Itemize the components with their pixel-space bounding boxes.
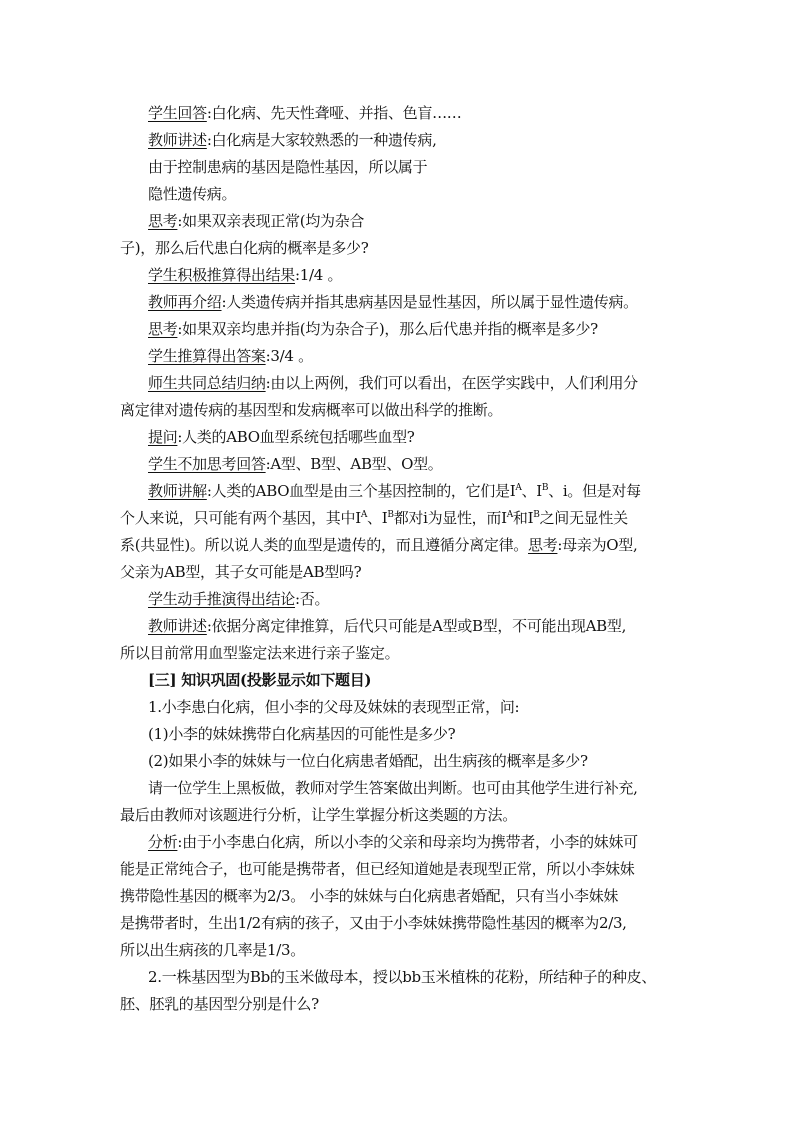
- paragraph-line: [120, 642, 399, 664]
- paragraph-line: [148, 480, 641, 502]
- line-text: :1/4 。: [295, 266, 343, 284]
- line-text: :由于小李患白化病，所以小李的父亲和母亲均为携带者，小李的妹妹可: [177, 833, 638, 851]
- line-text: 子)，那么后代患白化病的概率是多少?: [120, 239, 369, 257]
- line-text: 2.一株基因型为Bb的玉米做母本，授以bb玉米植株的花粉，所结种子的种皮、: [148, 968, 657, 986]
- line-text: 1.小李患白化病，但小李的父母及妹妹的表现型正常，问:: [148, 698, 520, 716]
- line-text: :3/4 。: [265, 347, 313, 365]
- line-text: :白化病、先天性聋哑、并指、色盲……: [206, 104, 462, 122]
- paragraph-line: [148, 291, 638, 313]
- paragraph-line: [148, 615, 626, 637]
- paragraph-line: [120, 885, 618, 907]
- speaker-label: 学生积极推算得出结果: [148, 266, 296, 284]
- speaker-label: 学生不加思考回答: [148, 455, 266, 473]
- line-text: 最后由教师对该题进行分析，让学生掌握分析这类题的方法。: [120, 806, 517, 824]
- line-text: 之间无显性关: [539, 509, 628, 527]
- paragraph-line: [148, 102, 461, 124]
- speaker-label: 学生推算得出答案: [148, 347, 266, 365]
- paragraph-line: [120, 804, 517, 826]
- line-text: 能是正常纯合子，也可能是携带者，但已经知道她是表现型正常，所以小李妹妹: [120, 860, 635, 878]
- line-text: :母亲为O型,: [557, 536, 638, 554]
- allele-superscript: A: [515, 483, 522, 493]
- line-text: 离定律对遗传病的基因型和发病概率可以做出科学的推断。: [120, 401, 503, 419]
- speaker-label: 教师再介绍: [148, 293, 222, 311]
- speaker-label: 教师讲述: [148, 617, 207, 635]
- paragraph-line: [120, 561, 361, 583]
- paragraph-line: [148, 453, 442, 475]
- paragraph-line: [148, 156, 427, 178]
- line-text: :人类的ABO血型系统包括哪些血型?: [177, 428, 415, 446]
- line-text: :如果双亲均患并指(均为杂合子)，那么后代患并指的概率是多少?: [177, 320, 598, 338]
- paragraph-line: [148, 129, 437, 151]
- question-line: [148, 966, 656, 988]
- allele-superscript: B: [387, 510, 394, 520]
- line-text: 隐性遗传病。: [148, 185, 237, 203]
- line-text: 请一位学生上黑板做，教师对学生答案做出判断。也可由其他学生进行补充,: [148, 779, 638, 797]
- paragraph-line: [120, 993, 319, 1015]
- speaker-label: 学生动手推演得出结论: [148, 590, 296, 608]
- paragraph-line: [148, 318, 598, 340]
- line-text: 父亲为AB型，其子女可能是AB型吗?: [120, 563, 362, 581]
- speaker-label: 教师讲解: [148, 482, 207, 500]
- line-text: :如果双亲表现正常(均为杂合: [177, 212, 365, 230]
- paragraph-line: [148, 183, 236, 205]
- line-text: 都对i为显性，而I: [393, 509, 507, 527]
- paragraph-line: [148, 345, 313, 367]
- line-text: 个人来说，只可能有两个基因，其中I: [120, 509, 361, 527]
- paragraph-line: [148, 372, 638, 394]
- paragraph-line: [148, 426, 415, 448]
- allele-superscript: B: [533, 510, 540, 520]
- line-text: 是携带者时，生出1/2有病的孩子，又由于小李妹妹携带隐性基因的概率为2/3,: [120, 914, 627, 932]
- line-text: 所以出生病孩的几率是1/3。: [120, 941, 305, 959]
- paragraph-line: [120, 534, 637, 556]
- line-text: :依据分离定律推算，后代只可能是A型或B型，不可能出现AB型,: [206, 617, 627, 635]
- speaker-label: 提问: [148, 428, 178, 446]
- paragraph-line: [148, 777, 638, 799]
- section-heading-text: [三] 知识巩固(投影显示如下题目): [148, 671, 372, 689]
- paragraph-line: [120, 939, 305, 961]
- paragraph-line: [148, 831, 638, 853]
- paragraph-line: [148, 210, 364, 232]
- allele-superscript: B: [541, 483, 549, 493]
- line-text: 携带隐性基因的概率为2/3。 小李的妹妹与白化病患者婚配，只有当小李妹妹: [120, 887, 619, 905]
- line-text: :A型、B型、AB型、O型。: [265, 455, 443, 473]
- question-line: [148, 750, 588, 772]
- speaker-label: 思考: [148, 212, 178, 230]
- line-text: 所以目前常用血型鉴定法来进行亲子鉴定。: [120, 644, 400, 662]
- speaker-label: 思考: [148, 320, 178, 338]
- paragraph-line: [148, 264, 342, 286]
- line-text: :人类的ABO血型是由三个基因控制的，它们是I: [206, 482, 516, 500]
- speaker-label: 师生共同总结归纳: [148, 374, 266, 392]
- line-text: 、I: [521, 482, 542, 500]
- speaker-label: 教师讲述: [148, 131, 207, 149]
- paragraph-line: [120, 912, 627, 934]
- paragraph-line: [120, 237, 369, 259]
- line-text: 和I: [512, 509, 534, 527]
- line-text: 、i。但是对每: [548, 482, 641, 500]
- speaker-label: 思考: [528, 536, 558, 554]
- speaker-label: 学生回答: [148, 104, 207, 122]
- line-text: :由以上两例，我们可以看出，在医学实践中，人们利用分: [265, 374, 638, 392]
- line-text: 由于控制患病的基因是隐性基因，所以属于: [148, 158, 428, 176]
- paragraph-line: [120, 399, 502, 421]
- line-text: :人类遗传病并指其患病基因是显性基因，所以属于显性遗传病。: [221, 293, 638, 311]
- line-text: 系(共显性)。所以说人类的血型是遗传的，而且遵循分离定律。: [120, 536, 529, 554]
- line-text: (2)如果小李的妹妹与一位白化病患者婚配，出生病孩的概率是多少?: [148, 752, 588, 770]
- question-line: [148, 696, 519, 718]
- paragraph-line: [120, 507, 628, 529]
- line-text: (1)小李的妹妹携带白化病基因的可能性是多少?: [148, 725, 456, 743]
- line-text: :白化病是大家较熟悉的一种遗传病,: [206, 131, 437, 149]
- line-text: 、I: [367, 509, 388, 527]
- allele-superscript: A: [506, 510, 513, 520]
- paragraph-line: [120, 858, 635, 880]
- question-line: [148, 723, 455, 745]
- section-heading: [148, 669, 371, 691]
- line-text: 胚、胚乳的基因型分别是什么?: [120, 995, 319, 1013]
- paragraph-line: [148, 588, 329, 610]
- speaker-label: 分析: [148, 833, 178, 851]
- allele-superscript: A: [360, 510, 368, 520]
- line-text: :否。: [295, 590, 330, 608]
